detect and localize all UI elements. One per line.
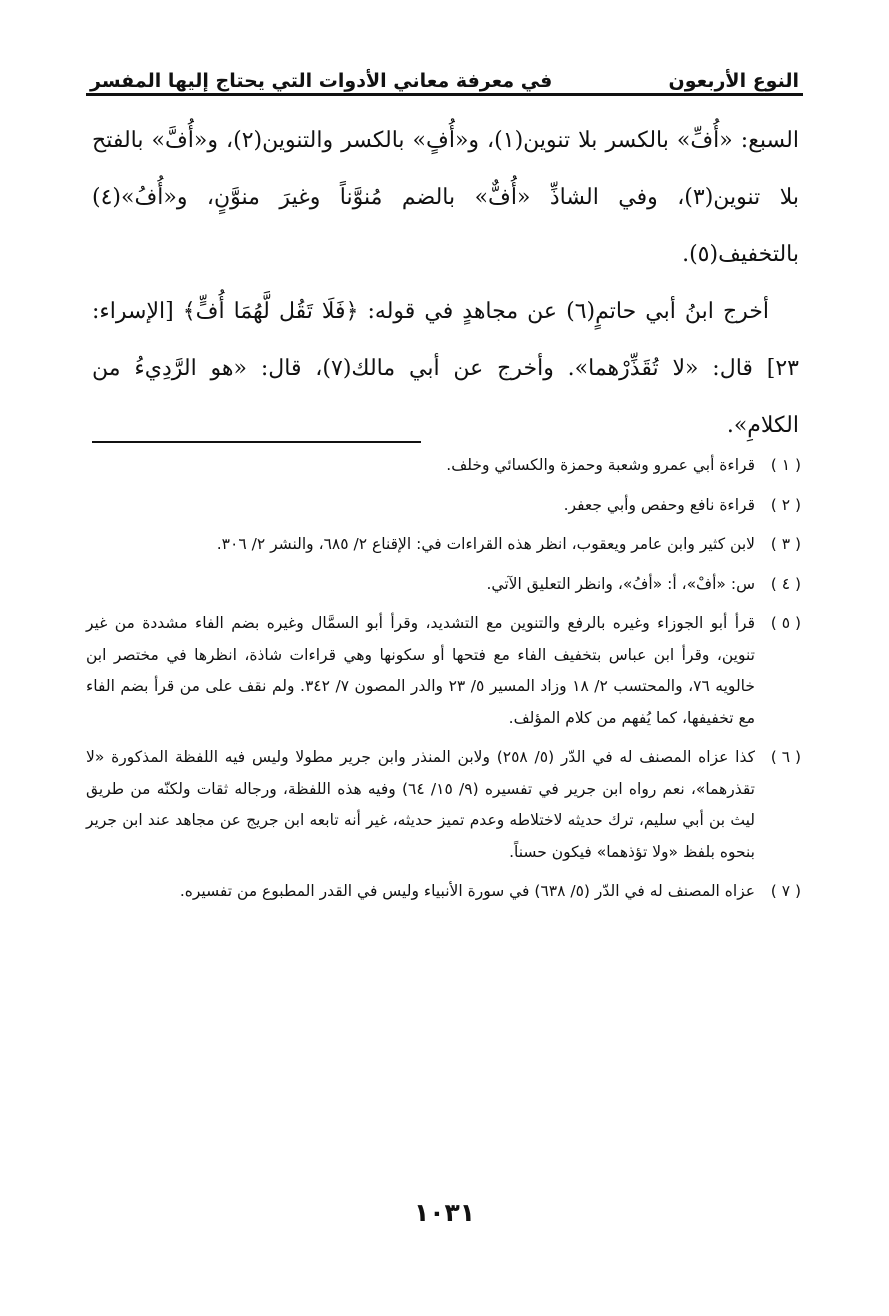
footnote-number: ( ١ ) (770, 456, 801, 474)
main-text (92, 112, 799, 454)
section-title: في معرفة معاني الأدوات التي يحتاج إليها المفسر (90, 70, 553, 92)
footnotes (86, 450, 801, 916)
footnote-number: ( ٣ ) (770, 535, 801, 553)
footnote-text: س: «أفْ»، أ: «أفُ»، وانظر التعليق الآتي. (486, 574, 755, 593)
footnote-number: ( ٦ ) (770, 748, 801, 766)
footnote (86, 742, 801, 868)
paragraph: السبع: «أُفِّ» بالكسر بلا تنوين(١)، و«أُفٍ» بالكسر والتنوين(٢)، و«أُفَّ» بالفتح بلا تنوين(٣)، وفي الشاذِّ «أُفٌّ» بالضم مُنوَّناً وغيرَ منوَّنٍ، و«أُفُ»(٤) بالتخفيف(٥). (92, 128, 800, 267)
footnote-number: ( ٧ ) (770, 882, 801, 900)
header-rule (86, 93, 803, 96)
footnote-number: ( ٢ ) (770, 495, 801, 514)
paragraph: أخرج ابنُ أبي حاتمٍ(٦) عن مجاهدٍ في قوله: ﴿فَلَا تَقُل لَّهُمَا أُفٍّ﴾ [الإسراء: ٢٣] قال: «لا تُقَذِّرْهما». وأخرج عن أبي مالك(٧)، قال: «هو الرَّدِيءُ من الكلامِ». (92, 299, 799, 438)
footnote (86, 529, 801, 561)
footnote (86, 450, 801, 482)
running-header (90, 52, 799, 92)
footnote-text: عزاه المصنف له في الدّر (٥/ ٦٣٨) في سورة الأنبياء وليس في القدر المطبوع من تفسيره. (179, 882, 755, 900)
footnote (86, 490, 801, 522)
footnote (86, 569, 801, 601)
footnote-text: قرأ أبو الجوزاء وغيره بالرفع والتنوين مع التشديد، وقرأ أبو السمَّال وغيره بضم الفاء مشددة من غير تنوين، وقرأ ابن عباس بتخفيف الفاء مع فتحها أو سكونها وهي قراءات شاذة، انظرها في مختصر ابن خالويه ٧٦، والمحتسب ٢/ ١٨ وزاد المسير ٥/ ٢٣ والدر المصون ٧/ ٣٤٢. ولم نقف على من قرأ بضم الفاء مع تخفيفها، كما يُفهم من كلام المؤلف. (86, 614, 755, 727)
page-number: ١٠٣١ (413, 1198, 476, 1227)
footnote-text: لابن كثير وابن عامر ويعقوب، انظر هذه القراءات في: الإقناع ٢/ ٦٨٥، والنشر ٢/ ٣٠٦. (216, 535, 755, 553)
footnote-number: ( ٥ ) (770, 614, 801, 632)
footnote-number: ( ٤ ) (770, 574, 801, 593)
footnote-text: قراءة أبي عمرو وشعبة وحمزة والكسائي وخلف. (446, 456, 755, 474)
footnote (86, 876, 801, 908)
footnote-separator (92, 441, 421, 443)
chapter-title: النوع الأربعون (668, 70, 799, 92)
footnote (86, 608, 801, 734)
footnote-text: قراءة نافع وحفص وأبي جعفر. (563, 495, 755, 514)
footnote-text: كذا عزاه المصنف له في الدّر (٥/ ٢٥٨) ولابن المنذر وابن جرير مطولا وليس فيه اللفظة المذكورة «لا تقذرهما»، نعم رواه ابن جرير في تفسيره (٩/ ١٥/ ٦٤) وفيه هذه اللفظة، ورجاله ثقات ولكنّه من طريق ليث بن أبي سليم، ترك حديثه لاختلاطه وعدم تميز حديثه، غير أنه تابعه ابن جريج عن مجاهد عند ابن جرير بنحوه بلفظ «ولا تؤذهما» فيكون حسناً. (86, 748, 755, 861)
